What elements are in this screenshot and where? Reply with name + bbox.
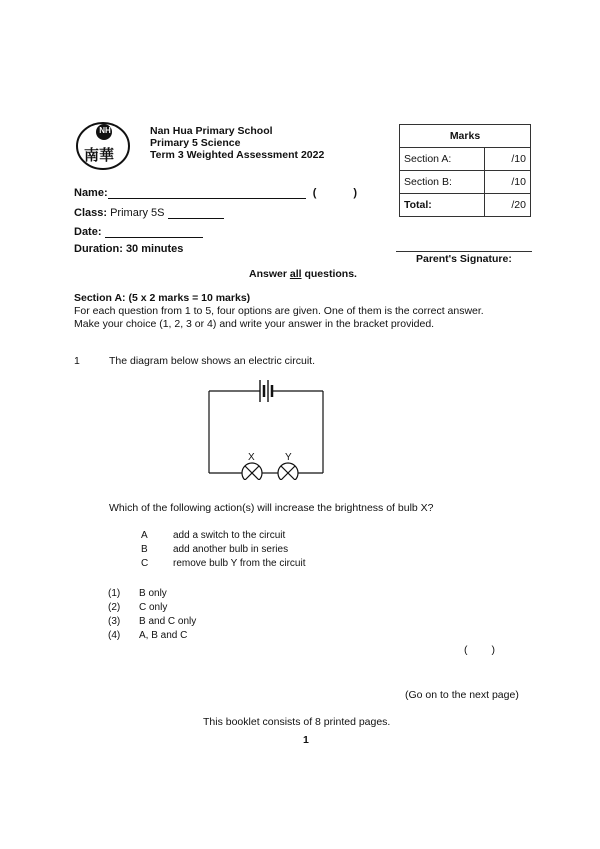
- statement-c: C remove bulb Y from the circuit: [141, 558, 306, 569]
- option-4[interactable]: (4) A, B and C: [108, 630, 188, 641]
- bulb-x-icon: [242, 463, 262, 480]
- duration: Duration: 30 minutes: [74, 243, 184, 255]
- assessment-title: Term 3 Weighted Assessment 2022: [150, 149, 325, 161]
- logo-initials: NH: [99, 126, 111, 135]
- signature-line[interactable]: [396, 251, 532, 252]
- next-page-note: (Go on to the next page): [405, 689, 519, 701]
- section-a-title: Section A: (5 x 2 marks = 10 marks): [74, 292, 251, 304]
- option-3[interactable]: (3) B and C only: [108, 616, 197, 627]
- class-blank[interactable]: [168, 206, 224, 219]
- date-blank[interactable]: [105, 225, 203, 238]
- marks-row-section-a: Section A: /10: [400, 148, 531, 171]
- class-field[interactable]: Class: Primary 5S: [74, 206, 224, 219]
- question-number: 1: [74, 355, 80, 367]
- logo-chinese: 南華: [84, 147, 115, 164]
- school-name: Nan Hua Primary School: [150, 125, 273, 137]
- section-a-line2: Make your choice (1, 2, 3 or 4) and write your answer in the bracket provided.: [74, 318, 435, 330]
- school-level: Primary 5 Science: [150, 137, 241, 149]
- bulb-y-icon: [278, 463, 298, 480]
- battery-icon: [260, 380, 272, 402]
- question-stem: The diagram below shows an electric circuit.: [109, 355, 316, 367]
- circuit-diagram: [200, 374, 332, 480]
- date-field[interactable]: Date:: [74, 225, 203, 238]
- instruction-all: Answer all questions.: [249, 268, 357, 280]
- marks-row-section-b: Section B: /10: [400, 171, 531, 194]
- marks-table: [399, 124, 531, 217]
- name-blank[interactable]: [108, 186, 306, 199]
- marks-row-total: Total: /20: [400, 194, 531, 217]
- bulb-x-label: X: [248, 452, 255, 463]
- bulb-y-label: Y: [285, 452, 292, 463]
- option-1[interactable]: (1) B only: [108, 588, 167, 599]
- name-field[interactable]: Name: ( ): [74, 187, 358, 199]
- booklet-note: This booklet consists of 8 printed pages.: [203, 716, 391, 728]
- page-number: 1: [303, 734, 309, 746]
- parents-signature-label: Parent's Signature:: [416, 253, 512, 265]
- statement-b: B add another bulb in series: [141, 544, 289, 555]
- answer-bracket[interactable]: ( ): [464, 644, 495, 656]
- section-a-line1: For each question from 1 to 5, four options are given. One of them is the correct answer.: [74, 305, 484, 317]
- option-2[interactable]: (2) C only: [108, 602, 168, 613]
- statement-a: A add a switch to the circuit: [141, 530, 286, 541]
- question-text: Which of the following action(s) will increase the brightness of bulb X?: [109, 502, 434, 514]
- marks-title: Marks: [400, 125, 531, 148]
